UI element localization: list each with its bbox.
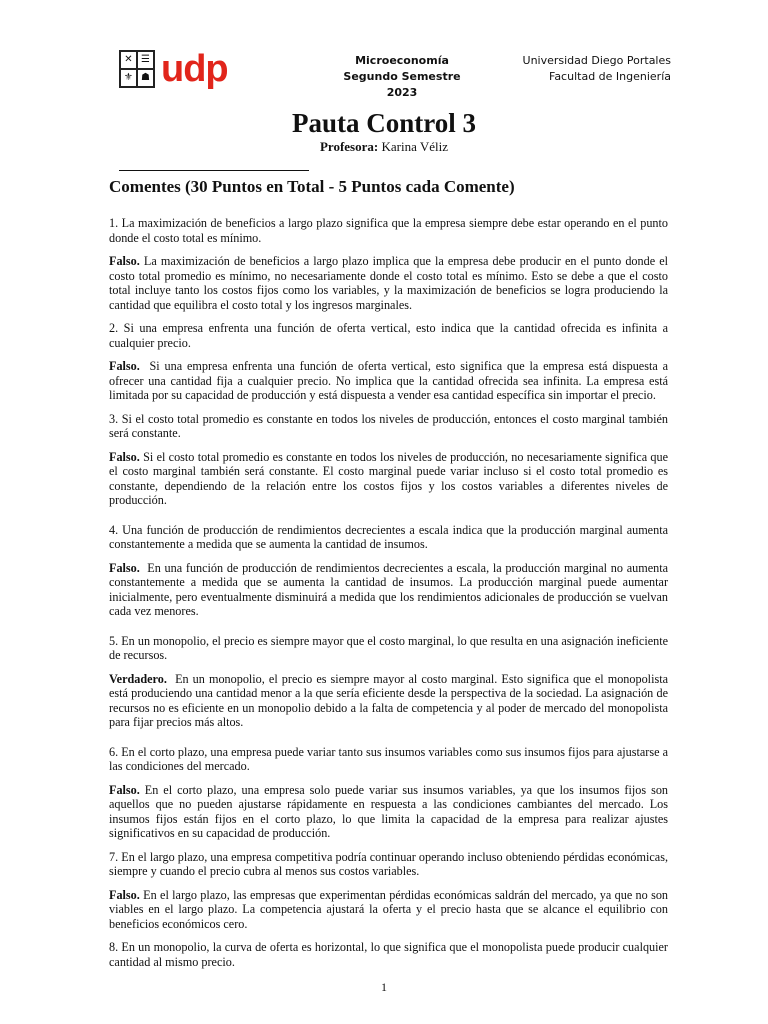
document-title: Pauta Control 3 <box>291 108 476 138</box>
professor-name: Karina Véliz <box>381 139 449 154</box>
page-header <box>119 47 671 99</box>
question-1: 1. La maximización de beneficios a largo plazo significa que la empresa siempre debe estar operando en el punto donde el costo total es mínimo. <box>109 216 668 245</box>
answer-text-5: En un monopolio, el precio es siempre mayor al costo marginal. Esto significa que el monopolista está produciendo una cantidad menor a la que sería eficiente desde la perspectiva de la sociedad. La asignación de recursos no es eficiente en un monopolio debido a la falta de competencia y al poder de mercado del monopolista para fijar precios más altos. <box>109 671 668 729</box>
answer-3 <box>109 450 668 508</box>
question-7: 7. En el largo plazo, una empresa competitiva podría continuar operando incluso obteniendo pérdidas económicas, siempre y cuando el precio cubra al menos sus costos variables. <box>109 849 668 878</box>
verdict-3: Falso. <box>109 449 140 464</box>
answer-2 <box>109 359 668 403</box>
verdict-5: Verdadero. <box>109 671 167 686</box>
verdict-4: Falso. <box>109 560 140 575</box>
semester: Segundo Semestre 2023 <box>343 70 461 99</box>
question-3: 3. Si el costo total promedio es constante en todos los niveles de producción, entonces el costo marginal también será constante. <box>109 411 668 440</box>
question-2: 2. Si una empresa enfrenta una función de oferta vertical, esto indica que la cantidad ofrecida es infinita a cualquier precio. <box>109 321 668 350</box>
answer-text-3: Si el costo total promedio es constante en todos los niveles de producción, no necesariamente significa que el costo marginal también será constante. El costo marginal puede variar incluso si el costo total promedio es constante, dependiendo de la relación entre los costos fijos y los costos variables a diferentes niveles de producción. <box>109 449 669 507</box>
answer-text-2: Si una empresa enfrenta una función de oferta vertical, esto significa que la empresa está dispuesta a ofrecer una cantidad fija a cualquier precio. No implica que la cantidad ofrecida sea infinita. La empresa está limitada por su capacidad de producción y está dispuesta a vender esa cantidad específica sin importar el precio. <box>109 359 668 402</box>
question-4: 4. Una función de producción de rendimientos decrecientes a escala indica que la producción marginal aumenta constantemente a medida que se aumenta la cantidad de insumos. <box>109 522 668 551</box>
verdict-1: Falso. <box>109 254 140 268</box>
verdict-2: Falso. <box>109 359 140 373</box>
verdict-6: Falso. <box>109 782 140 797</box>
udp-logo-text: udp <box>161 48 228 90</box>
question-6: 6. En el corto plazo, una empresa puede variar tanto sus insumos variables como sus insumos fijos para ajustarse a las condiciones del mercado. <box>109 744 668 773</box>
course-name: Microeconomía <box>355 54 449 67</box>
answer-6 <box>109 783 668 841</box>
professor-line <box>0 139 768 155</box>
professor-label: Profesora: <box>319 139 379 154</box>
verdict-7: Falso. <box>109 887 140 902</box>
divider <box>119 170 309 171</box>
university-logo <box>119 47 228 91</box>
university-name: Universidad Diego Portales <box>522 54 671 67</box>
question-5: 5. En un monopolio, el precio es siempre mayor que el costo marginal, lo que resulta en una asignación ineficiente de recursos. <box>109 633 668 662</box>
answer-text-6: En el corto plazo, una empresa solo puede variar sus insumos variables, ya que los insumos fijos son aquellos que no pueden ajustarse rápidamente en respuesta a las condiciones cambiantes del mercado. Los insumos fijos están fijos en el corto plazo, lo que limita la capacidad de la empresa para realizar ajustes significativos en su capacidad de producción. <box>109 782 669 840</box>
crest-icon: ✕ ☰ ⚜ ☗ <box>119 50 155 88</box>
answer-5 <box>109 672 668 730</box>
faculty-name: Facultad de Ingeniería <box>549 70 671 83</box>
answer-4 <box>109 561 668 619</box>
question-8: 8. En un monopolio, la curva de oferta es horizontal, lo que significa que el monopolista puede producir cualquier cantidad al mismo precio. <box>109 940 668 969</box>
answer-text-4: En una función de producción de rendimientos decrecientes a escala, la producción marginal no aumenta constantemente a medida que se aumenta la cantidad de insumos. La producción marginal puede aumentar inicialmente, pero eventualmente disminuirá a medida que los rendimientos adicionales de producción se vuelvan cada vez menores. <box>109 560 668 618</box>
document-body <box>109 216 668 978</box>
answer-text-1: La maximización de beneficios a largo plazo implica que la empresa debe producir en el punto donde el costo total promedio es mínimo, no necesariamente donde el costo total es mínimo. Esto se debe a que el costo total incluye tanto los costos fijos como los variables, y la maximización de beneficios se logra produciendo la cantidad que equilibra el costo total y los ingresos marginales. <box>109 254 668 312</box>
answer-7 <box>109 888 668 932</box>
course-info <box>327 53 477 101</box>
answer-text-7: En el largo plazo, las empresas que experimentan pérdidas económicas saldrán del mercado, ya que no son viables en el largo plazo. La competencia ajustará la oferta y el precio hasta que se alcance el equilibrio con beneficios económicos cero. <box>109 887 669 931</box>
section-heading: Comentes (30 Puntos en Total - 5 Puntos cada Comente) <box>109 177 515 196</box>
page-number: 1 <box>381 980 387 994</box>
institution-info <box>523 53 671 85</box>
answer-1 <box>109 254 668 312</box>
